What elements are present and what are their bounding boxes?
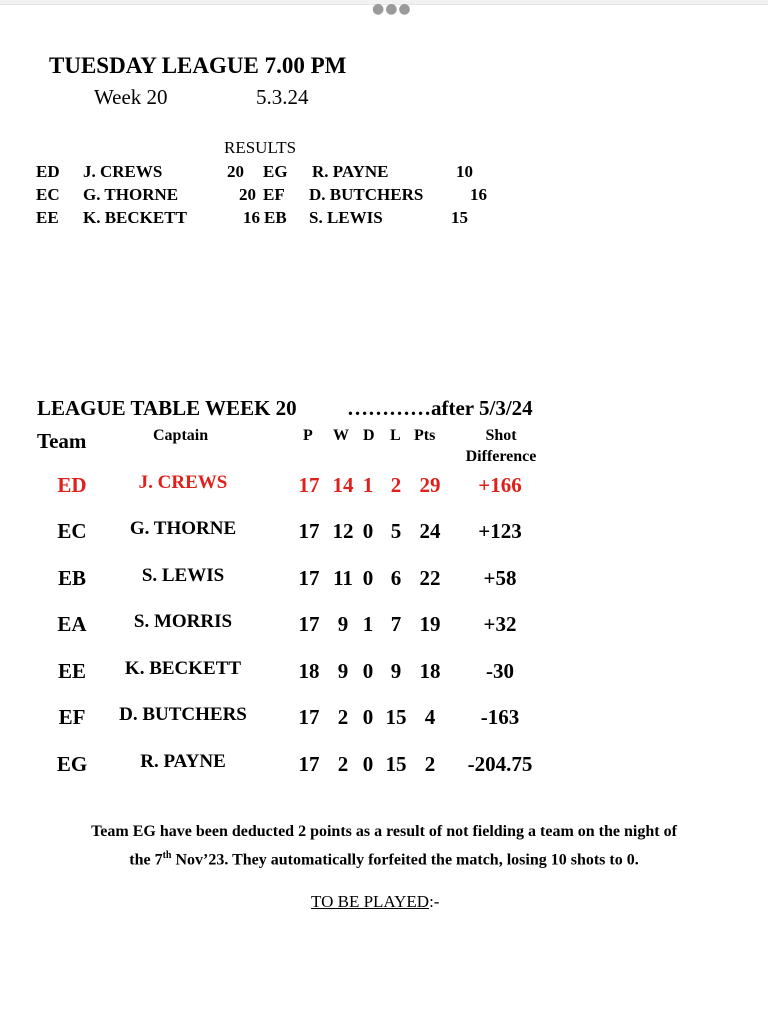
table-cell-drawn: 0: [362, 705, 374, 729]
column-header-team: Team: [37, 429, 87, 453]
deduction-note-line2: [40, 844, 728, 872]
week-label: Week 20: [94, 85, 168, 109]
table-cell-team: EC: [57, 519, 87, 543]
league-table-after-date: …………after 5/3/24: [347, 396, 533, 420]
table-cell-lost: 6: [390, 566, 402, 590]
table-cell-captain: D. BUTCHERS: [119, 704, 247, 725]
table-cell-points: 2: [424, 752, 436, 776]
result-home-score: 20: [227, 162, 244, 181]
result-home-name: K. BECKETT: [83, 208, 187, 227]
table-cell-drawn: 1: [362, 612, 374, 636]
table-cell-played: 17: [298, 705, 320, 729]
table-cell-played: 17: [298, 519, 320, 543]
table-cell-shot-difference: +123: [478, 519, 522, 543]
result-away-code: EG: [263, 162, 288, 181]
column-header-lost: L: [390, 427, 401, 444]
table-cell-won: 2: [337, 752, 349, 776]
note-text-b: Nov’23. They automatically forfeited the match, losing 10 shots to 0.: [171, 851, 639, 869]
to-be-played-suffix: :-: [429, 892, 440, 911]
result-home-name: J. CREWS: [83, 162, 163, 181]
table-cell-points: 4: [424, 705, 436, 729]
result-away-name: S. LEWIS: [309, 208, 383, 227]
column-header-captain: Captain: [153, 427, 209, 444]
table-cell-played: 18: [298, 659, 320, 683]
table-cell-shot-difference: +58: [483, 566, 517, 590]
note-superscript: th: [162, 850, 172, 861]
table-cell-won: 12: [332, 519, 354, 543]
week-date: 5.3.24: [256, 85, 309, 109]
table-cell-points: 24: [419, 519, 441, 543]
more-options-icon[interactable]: ●●●: [372, 1, 412, 17]
result-away-name: D. BUTCHERS: [309, 185, 424, 204]
table-cell-shot-difference: -163: [480, 705, 520, 729]
league-table-title: LEAGUE TABLE WEEK 20: [37, 396, 297, 420]
result-home-name: G. THORNE: [83, 185, 179, 204]
table-cell-lost: 2: [390, 473, 402, 497]
column-header-shot: Shot: [485, 427, 517, 444]
result-home-code: ED: [36, 162, 60, 181]
deduction-note-line1: Team EG have been deducted 2 points as a result of not fielding a team on the night of: [91, 823, 677, 840]
result-away-score: 15: [451, 208, 468, 227]
table-cell-captain: S. LEWIS: [141, 565, 225, 586]
table-cell-captain: R. PAYNE: [140, 751, 226, 772]
table-cell-drawn: 0: [362, 659, 374, 683]
table-cell-team: EE: [57, 659, 86, 683]
table-cell-captain: K. BECKETT: [124, 658, 242, 679]
table-cell-shot-difference: -204.75: [467, 752, 533, 776]
result-away-score: 10: [456, 162, 473, 181]
table-cell-lost: 15: [385, 752, 407, 776]
table-cell-lost: 9: [390, 659, 402, 683]
table-cell-shot-difference: -30: [486, 659, 514, 683]
deduction-note: [40, 820, 728, 872]
result-home-score: 20: [239, 185, 256, 204]
to-be-played-heading: [311, 892, 439, 912]
table-cell-points: 29: [419, 473, 441, 497]
table-cell-drawn: 0: [362, 752, 374, 776]
result-home-score: 16: [243, 208, 260, 227]
table-cell-team: EG: [56, 752, 88, 776]
result-away-code: EF: [263, 185, 285, 204]
table-cell-team: ED: [57, 473, 87, 497]
table-cell-captain: G. THORNE: [129, 518, 237, 539]
table-cell-lost: 15: [385, 705, 407, 729]
result-home-code: EC: [36, 185, 60, 204]
table-cell-points: 22: [419, 566, 441, 590]
table-cell-points: 19: [419, 612, 441, 636]
table-cell-won: 2: [337, 705, 349, 729]
table-cell-drawn: 0: [362, 566, 374, 590]
page-title: TUESDAY LEAGUE 7.00 PM: [49, 53, 347, 78]
table-cell-played: 17: [298, 752, 320, 776]
table-cell-points: 18: [419, 659, 441, 683]
table-cell-team: EF: [58, 705, 86, 729]
result-away-name: R. PAYNE: [312, 162, 389, 181]
table-cell-shot-difference: +166: [478, 473, 522, 497]
table-cell-drawn: 0: [362, 519, 374, 543]
column-header-points: Pts: [414, 427, 436, 444]
table-cell-played: 17: [298, 566, 320, 590]
column-header-played: P: [303, 427, 313, 444]
table-cell-played: 17: [298, 612, 320, 636]
table-cell-won: 11: [333, 566, 353, 590]
to-be-played-label: TO BE PLAYED: [311, 892, 430, 911]
table-cell-captain: J. CREWS: [138, 472, 228, 493]
table-cell-captain: S. MORRIS: [133, 611, 233, 632]
table-cell-played: 17: [298, 473, 320, 497]
result-away-score: 16: [470, 185, 487, 204]
result-away-code: EB: [264, 208, 287, 227]
table-cell-won: 9: [337, 612, 349, 636]
table-cell-lost: 7: [390, 612, 402, 636]
table-cell-won: 14: [332, 473, 354, 497]
table-cell-drawn: 1: [362, 473, 374, 497]
table-cell-team: EB: [57, 566, 86, 590]
results-heading: RESULTS: [224, 138, 297, 157]
table-cell-lost: 5: [390, 519, 402, 543]
table-cell-team: EA: [57, 612, 87, 636]
column-header-won: W: [333, 427, 349, 444]
column-header-drawn: D: [363, 427, 375, 444]
table-cell-won: 9: [337, 659, 349, 683]
table-cell-shot-difference: +32: [483, 612, 517, 636]
column-header-difference: Difference: [465, 448, 537, 465]
result-home-code: EE: [36, 208, 59, 227]
note-text-a: the 7: [129, 851, 163, 869]
